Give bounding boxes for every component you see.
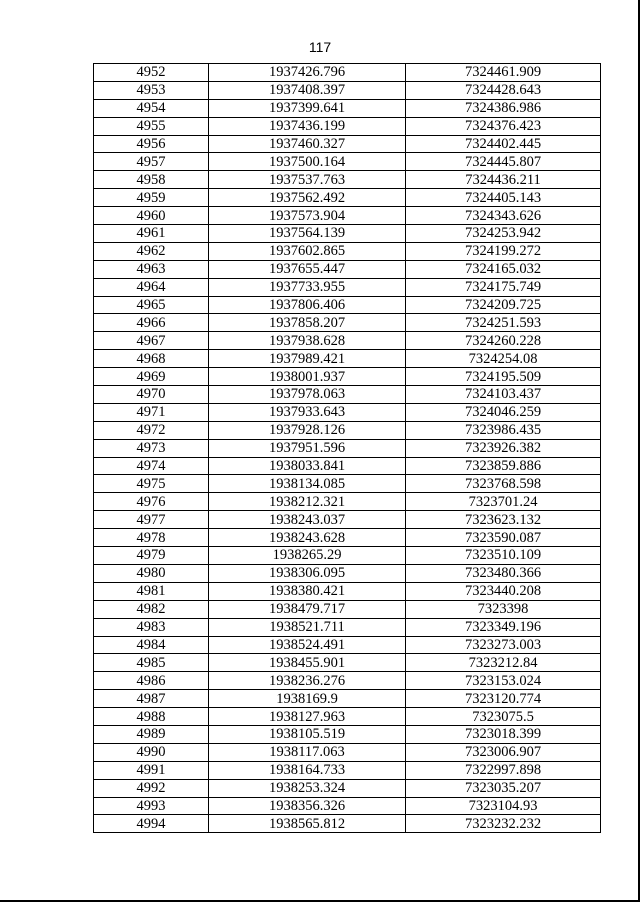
y-coordinate-cell: 7324436.211 [406, 171, 601, 189]
x-coordinate-cell: 1938105.519 [209, 725, 406, 743]
point-number-cell: 4972 [94, 421, 209, 439]
point-number-cell: 4964 [94, 278, 209, 296]
x-coordinate-cell: 1938117.063 [209, 743, 406, 761]
x-coordinate-cell: 1937460.327 [209, 135, 406, 153]
point-number-cell: 4963 [94, 260, 209, 278]
table-row [94, 81, 601, 99]
x-coordinate-cell: 1938455.901 [209, 654, 406, 672]
table-row [94, 64, 601, 82]
table-row [94, 672, 601, 690]
coordinates-table [93, 63, 601, 833]
point-number-cell: 4984 [94, 636, 209, 654]
table-row [94, 296, 601, 314]
point-number-cell: 4966 [94, 314, 209, 332]
y-coordinate-cell: 7323768.598 [406, 475, 601, 493]
table-row [94, 189, 601, 207]
point-number-cell: 4980 [94, 564, 209, 582]
point-number-cell: 4953 [94, 81, 209, 99]
point-number-cell: 4959 [94, 189, 209, 207]
y-coordinate-cell: 7323986.435 [406, 421, 601, 439]
point-number-cell: 4961 [94, 225, 209, 243]
x-coordinate-cell: 1938243.037 [209, 511, 406, 529]
table-row [94, 618, 601, 636]
table-row [94, 725, 601, 743]
x-coordinate-cell: 1937951.596 [209, 439, 406, 457]
x-coordinate-cell: 1938134.085 [209, 475, 406, 493]
table-row [94, 368, 601, 386]
y-coordinate-cell: 7323440.208 [406, 582, 601, 600]
table-row [94, 225, 601, 243]
table-row [94, 403, 601, 421]
y-coordinate-cell: 7324402.445 [406, 135, 601, 153]
table-row [94, 475, 601, 493]
table-row [94, 654, 601, 672]
y-coordinate-cell: 7323926.382 [406, 439, 601, 457]
point-number-cell: 4969 [94, 368, 209, 386]
point-number-cell: 4979 [94, 547, 209, 565]
point-number-cell: 4956 [94, 135, 209, 153]
y-coordinate-cell: 7324376.423 [406, 117, 601, 135]
x-coordinate-cell: 1937989.421 [209, 350, 406, 368]
y-coordinate-cell: 7324175.749 [406, 278, 601, 296]
table-row [94, 600, 601, 618]
x-coordinate-cell: 1938524.491 [209, 636, 406, 654]
x-coordinate-cell: 1938380.421 [209, 582, 406, 600]
point-number-cell: 4967 [94, 332, 209, 350]
point-number-cell: 4981 [94, 582, 209, 600]
y-coordinate-cell: 7323623.132 [406, 511, 601, 529]
y-coordinate-cell: 7324254.08 [406, 350, 601, 368]
x-coordinate-cell: 1937602.865 [209, 242, 406, 260]
x-coordinate-cell: 1937655.447 [209, 260, 406, 278]
table-row [94, 439, 601, 457]
x-coordinate-cell: 1938001.937 [209, 368, 406, 386]
table-row [94, 386, 601, 404]
y-coordinate-cell: 7324103.437 [406, 386, 601, 404]
y-coordinate-cell: 7323018.399 [406, 725, 601, 743]
point-number-cell: 4994 [94, 815, 209, 833]
point-number-cell: 4970 [94, 386, 209, 404]
y-coordinate-cell: 7324461.909 [406, 64, 601, 82]
y-coordinate-cell: 7323120.774 [406, 690, 601, 708]
table-row [94, 117, 601, 135]
y-coordinate-cell: 7324046.259 [406, 403, 601, 421]
table-row [94, 636, 601, 654]
page-number: 117 [308, 39, 332, 55]
point-number-cell: 4993 [94, 797, 209, 815]
point-number-cell: 4985 [94, 654, 209, 672]
x-coordinate-cell: 1937408.397 [209, 81, 406, 99]
x-coordinate-cell: 1938253.324 [209, 779, 406, 797]
point-number-cell: 4962 [94, 242, 209, 260]
x-coordinate-cell: 1938565.812 [209, 815, 406, 833]
y-coordinate-cell: 7324445.807 [406, 153, 601, 171]
x-coordinate-cell: 1938169.9 [209, 690, 406, 708]
y-coordinate-cell: 7323701.24 [406, 493, 601, 511]
point-number-cell: 4968 [94, 350, 209, 368]
x-coordinate-cell: 1937933.643 [209, 403, 406, 421]
y-coordinate-cell: 7324251.593 [406, 314, 601, 332]
x-coordinate-cell: 1937562.492 [209, 189, 406, 207]
point-number-cell: 4958 [94, 171, 209, 189]
x-coordinate-cell: 1937500.164 [209, 153, 406, 171]
table-row [94, 207, 601, 225]
y-coordinate-cell: 7323035.207 [406, 779, 601, 797]
x-coordinate-cell: 1937399.641 [209, 99, 406, 117]
table-row [94, 547, 601, 565]
x-coordinate-cell: 1938212.321 [209, 493, 406, 511]
point-number-cell: 4977 [94, 511, 209, 529]
point-number-cell: 4952 [94, 64, 209, 82]
x-coordinate-cell: 1937436.199 [209, 117, 406, 135]
y-coordinate-cell: 7324428.643 [406, 81, 601, 99]
table-row [94, 708, 601, 726]
y-coordinate-cell: 7323510.109 [406, 547, 601, 565]
table-row [94, 332, 601, 350]
y-coordinate-cell: 7323859.886 [406, 457, 601, 475]
point-number-cell: 4960 [94, 207, 209, 225]
x-coordinate-cell: 1938236.276 [209, 672, 406, 690]
table-row [94, 421, 601, 439]
y-coordinate-cell: 7324195.509 [406, 368, 601, 386]
point-number-cell: 4983 [94, 618, 209, 636]
point-number-cell: 4974 [94, 457, 209, 475]
y-coordinate-cell: 7323398 [406, 600, 601, 618]
y-coordinate-cell: 7323104.93 [406, 797, 601, 815]
point-number-cell: 4971 [94, 403, 209, 421]
point-number-cell: 4992 [94, 779, 209, 797]
x-coordinate-cell: 1938127.963 [209, 708, 406, 726]
x-coordinate-cell: 1937537.763 [209, 171, 406, 189]
table-row [94, 511, 601, 529]
table-row [94, 564, 601, 582]
y-coordinate-cell: 7324253.942 [406, 225, 601, 243]
point-number-cell: 4986 [94, 672, 209, 690]
point-number-cell: 4988 [94, 708, 209, 726]
point-number-cell: 4954 [94, 99, 209, 117]
y-coordinate-cell: 7324343.626 [406, 207, 601, 225]
table-row [94, 815, 601, 833]
y-coordinate-cell: 7323590.087 [406, 529, 601, 547]
table-row [94, 690, 601, 708]
point-number-cell: 4975 [94, 475, 209, 493]
table-row [94, 260, 601, 278]
table-row [94, 350, 601, 368]
table-row [94, 314, 601, 332]
y-coordinate-cell: 7323006.907 [406, 743, 601, 761]
table-row [94, 743, 601, 761]
point-number-cell: 4989 [94, 725, 209, 743]
point-number-cell: 4973 [94, 439, 209, 457]
table-row [94, 493, 601, 511]
point-number-cell: 4990 [94, 743, 209, 761]
y-coordinate-cell: 7322997.898 [406, 761, 601, 779]
point-number-cell: 4987 [94, 690, 209, 708]
table-row [94, 529, 601, 547]
x-coordinate-cell: 1937564.139 [209, 225, 406, 243]
y-coordinate-cell: 7324260.228 [406, 332, 601, 350]
point-number-cell: 4976 [94, 493, 209, 511]
point-number-cell: 4957 [94, 153, 209, 171]
y-coordinate-cell: 7324209.725 [406, 296, 601, 314]
table-row [94, 99, 601, 117]
table-row [94, 761, 601, 779]
x-coordinate-cell: 1937938.628 [209, 332, 406, 350]
y-coordinate-cell: 7323075.5 [406, 708, 601, 726]
y-coordinate-cell: 7323153.024 [406, 672, 601, 690]
x-coordinate-cell: 1937806.406 [209, 296, 406, 314]
table-row [94, 779, 601, 797]
table-row [94, 153, 601, 171]
x-coordinate-cell: 1937978.063 [209, 386, 406, 404]
y-coordinate-cell: 7323480.366 [406, 564, 601, 582]
x-coordinate-cell: 1938033.841 [209, 457, 406, 475]
point-number-cell: 4991 [94, 761, 209, 779]
x-coordinate-cell: 1938265.29 [209, 547, 406, 565]
table-row [94, 278, 601, 296]
table-row [94, 242, 601, 260]
table-row [94, 457, 601, 475]
x-coordinate-cell: 1937858.207 [209, 314, 406, 332]
table-row [94, 135, 601, 153]
point-number-cell: 4982 [94, 600, 209, 618]
x-coordinate-cell: 1937733.955 [209, 278, 406, 296]
y-coordinate-cell: 7323232.232 [406, 815, 601, 833]
x-coordinate-cell: 1937928.126 [209, 421, 406, 439]
table-row [94, 171, 601, 189]
y-coordinate-cell: 7324405.143 [406, 189, 601, 207]
y-coordinate-cell: 7323349.196 [406, 618, 601, 636]
x-coordinate-cell: 1937573.904 [209, 207, 406, 225]
x-coordinate-cell: 1938164.733 [209, 761, 406, 779]
point-number-cell: 4978 [94, 529, 209, 547]
table-row [94, 797, 601, 815]
table-body [94, 64, 601, 833]
y-coordinate-cell: 7324386.986 [406, 99, 601, 117]
point-number-cell: 4955 [94, 117, 209, 135]
x-coordinate-cell: 1938306.095 [209, 564, 406, 582]
x-coordinate-cell: 1937426.796 [209, 64, 406, 82]
x-coordinate-cell: 1938243.628 [209, 529, 406, 547]
point-number-cell: 4965 [94, 296, 209, 314]
y-coordinate-cell: 7323273.003 [406, 636, 601, 654]
table-row [94, 582, 601, 600]
y-coordinate-cell: 7324165.032 [406, 260, 601, 278]
x-coordinate-cell: 1938521.711 [209, 618, 406, 636]
x-coordinate-cell: 1938356.326 [209, 797, 406, 815]
y-coordinate-cell: 7323212.84 [406, 654, 601, 672]
y-coordinate-cell: 7324199.272 [406, 242, 601, 260]
x-coordinate-cell: 1938479.717 [209, 600, 406, 618]
